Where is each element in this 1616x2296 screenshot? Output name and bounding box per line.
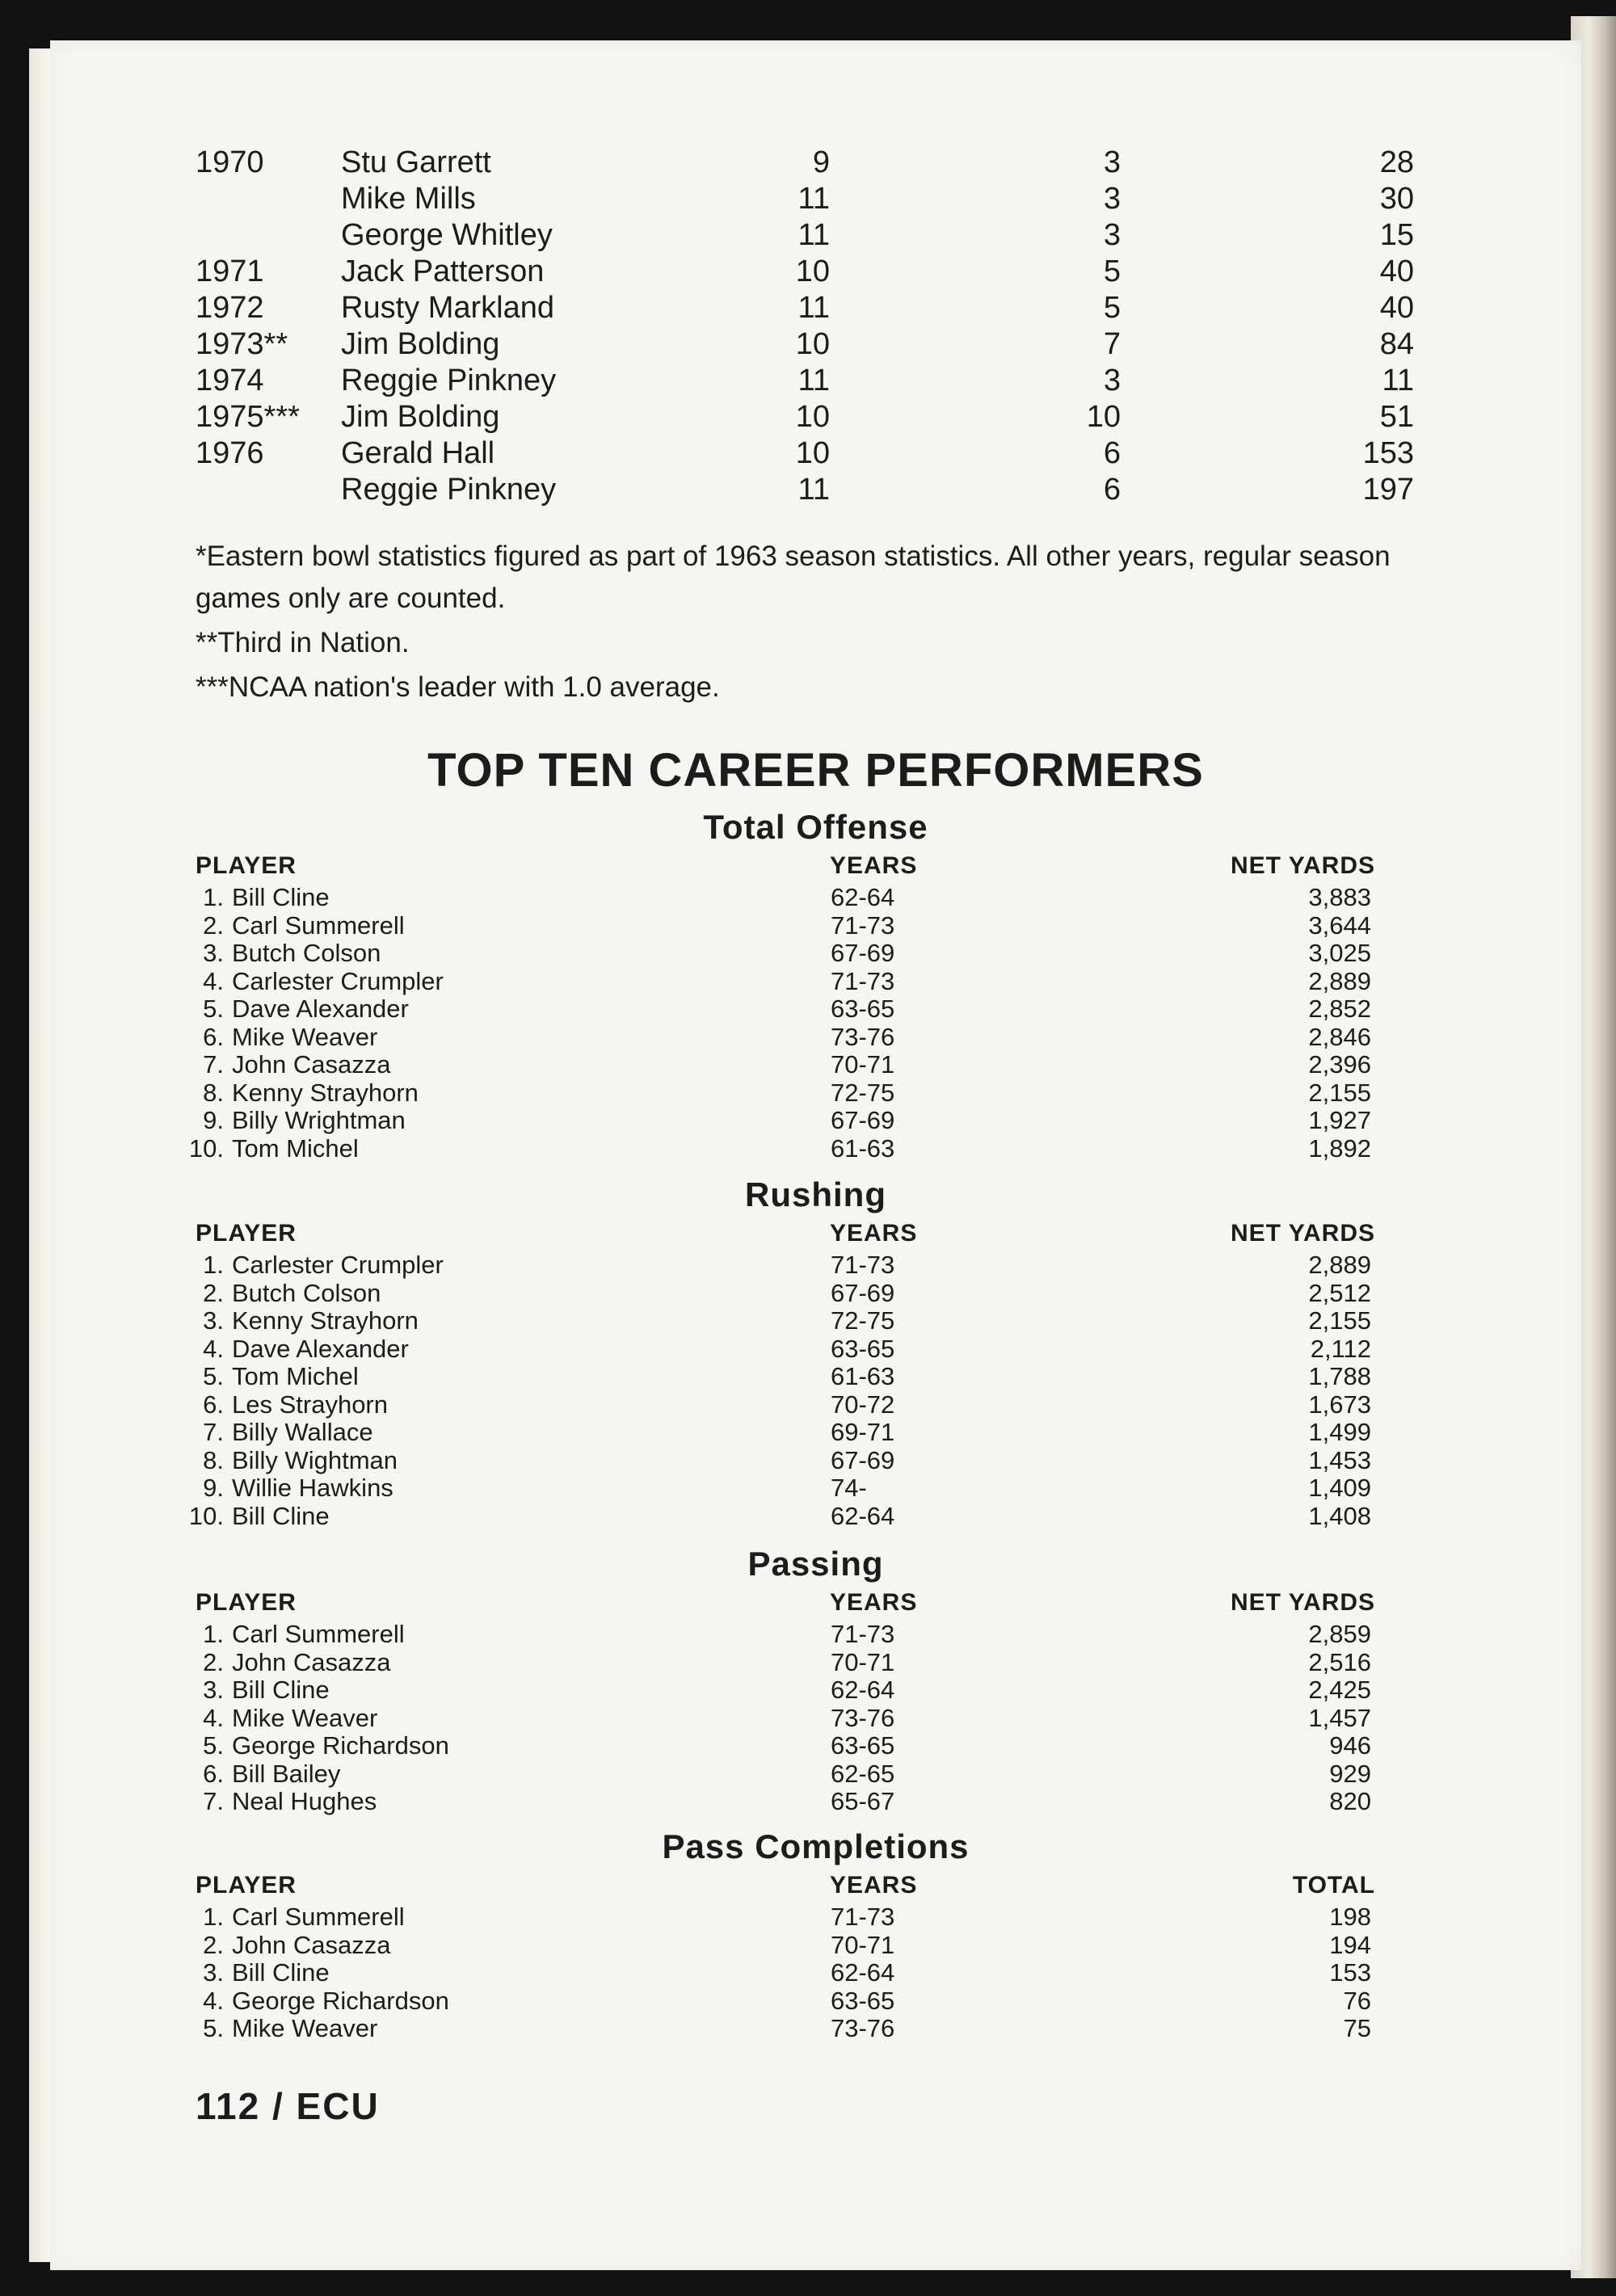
value: 198 (1329, 1903, 1371, 1931)
rank: 8. (203, 1445, 224, 1474)
value: 2,425 (1308, 1676, 1371, 1704)
value: 2,852 (1308, 995, 1371, 1023)
section-title: Pass Completions (662, 1827, 970, 1865)
table-row (50, 1931, 1581, 1958)
player-name: Dave Alexander (232, 1334, 409, 1363)
table-row (50, 1251, 1581, 1278)
table-row (50, 1134, 1581, 1162)
player-name: George Richardson (232, 1986, 449, 2015)
season-year: 1971 (196, 254, 264, 288)
years: 71-73 (831, 1251, 895, 1279)
rank: 1. (203, 1251, 224, 1279)
stat-col-3: 40 (1379, 254, 1414, 288)
years: 72-75 (831, 1306, 895, 1335)
column-header-player: PLAYER (196, 1589, 297, 1616)
player-name: Les Strayhorn (232, 1390, 388, 1419)
table-row (50, 1390, 1581, 1418)
table-row (50, 1620, 1581, 1647)
stat-col-1: 10 (795, 327, 830, 361)
stat-col-3: 40 (1379, 291, 1414, 325)
years: 62-65 (831, 1759, 895, 1788)
rank: 6. (203, 1022, 224, 1051)
rank: 6. (203, 1759, 224, 1788)
player-name: Reggie Pinkney (341, 473, 557, 507)
player-name: George Whitley (341, 218, 553, 252)
player-name: Billy Wightman (232, 1445, 398, 1474)
rank: 3. (203, 1306, 224, 1335)
column-header-years: YEARS (830, 852, 918, 879)
value: 1,409 (1308, 1474, 1371, 1502)
table-row (50, 1362, 1581, 1390)
stat-col-2: 6 (1103, 436, 1121, 470)
column-header-years: YEARS (830, 1872, 918, 1899)
stat-col-1: 9 (812, 145, 830, 179)
rank: 4. (203, 1703, 224, 1732)
player-name: Tom Michel (232, 1362, 359, 1390)
stat-col-3: 11 (1382, 364, 1414, 397)
rank: 2. (203, 1647, 224, 1676)
table-row (50, 1958, 1581, 1986)
season-row (50, 436, 1581, 473)
player-name: George Richardson (232, 1731, 449, 1760)
stat-col-2: 3 (1103, 182, 1121, 216)
value: 1,499 (1308, 1418, 1371, 1446)
rank: 6. (203, 1390, 224, 1419)
player-name: Jack Patterson (341, 254, 545, 288)
column-header-value: TOTAL (1292, 1872, 1375, 1899)
stat-col-3: 51 (1379, 400, 1414, 434)
rank: 3. (203, 1676, 224, 1704)
season-year: 1974 (196, 364, 264, 397)
stat-col-3: 30 (1379, 182, 1414, 216)
player-name: Billy Wrightman (232, 1106, 406, 1134)
value: 946 (1329, 1731, 1371, 1760)
value: 2,889 (1308, 966, 1371, 995)
value: 2,516 (1308, 1647, 1371, 1676)
player-name: Carlester Crumpler (232, 966, 444, 995)
column-header-player: PLAYER (196, 1872, 297, 1899)
table-row (50, 939, 1581, 966)
stat-col-1: 11 (797, 182, 830, 216)
season-year: 1975*** (196, 400, 300, 434)
value: 3,883 (1308, 883, 1371, 911)
stat-col-2: 6 (1103, 473, 1121, 507)
years: 71-73 (831, 910, 895, 940)
rank: 3. (203, 1958, 224, 1987)
rank: 8. (203, 1078, 224, 1107)
years: 70-72 (831, 1390, 895, 1419)
years: 61-63 (831, 1362, 895, 1390)
stat-col-3: 28 (1379, 145, 1414, 179)
rank: 5. (203, 995, 224, 1023)
value: 1,408 (1308, 1501, 1371, 1530)
stat-col-3: 153 (1362, 436, 1414, 470)
table-row (50, 883, 1581, 910)
years: 73-76 (831, 1703, 895, 1732)
player-name: Jim Bolding (341, 400, 500, 434)
player-name: John Casazza (232, 1930, 391, 1959)
table-row (50, 1474, 1581, 1501)
table-row (50, 1050, 1581, 1078)
years: 74- (831, 1474, 867, 1502)
season-row (50, 291, 1581, 327)
years: 67-69 (831, 1106, 895, 1134)
column-header-player: PLAYER (196, 1220, 297, 1247)
value: 2,512 (1308, 1278, 1371, 1307)
table-row (50, 2014, 1581, 2042)
stat-col-1: 11 (797, 473, 830, 507)
stat-col-1: 11 (797, 218, 830, 252)
stat-col-2: 3 (1103, 145, 1121, 179)
season-row (50, 473, 1581, 509)
stat-col-2: 3 (1103, 218, 1121, 252)
rank: 9. (203, 1106, 224, 1134)
years: 62-64 (831, 1958, 895, 1987)
section-title: Passing (747, 1545, 884, 1583)
column-header-player: PLAYER (196, 852, 297, 879)
stat-col-2: 5 (1103, 254, 1121, 288)
stat-col-2: 5 (1103, 291, 1121, 325)
player-name: Carl Summerell (232, 1620, 405, 1648)
season-year: 1976 (196, 436, 264, 470)
rank: 5. (203, 2014, 224, 2042)
season-year: 1970 (196, 145, 264, 179)
player-name: Bill Cline (232, 1958, 330, 1987)
years: 73-76 (831, 2014, 895, 2042)
rank: 3. (203, 939, 224, 967)
rank: 1. (203, 883, 224, 911)
page-title: TOP TEN CAREER PERFORMERS (427, 744, 1204, 797)
value: 3,644 (1308, 910, 1371, 940)
years: 71-73 (831, 1620, 895, 1648)
player-name: Bill Bailey (232, 1759, 341, 1788)
table-row (50, 1787, 1581, 1815)
value: 820 (1329, 1787, 1371, 1815)
rank: 1. (203, 1903, 224, 1931)
value: 153 (1329, 1958, 1371, 1987)
rank: 5. (203, 1731, 224, 1760)
rank: 7. (203, 1787, 224, 1815)
player-name: Mike Weaver (232, 1703, 378, 1732)
footnote-third-in-nation: **Third in Nation. (196, 627, 410, 658)
player-name: Kenny Strayhorn (232, 1078, 419, 1107)
table-row (50, 1335, 1581, 1362)
years: 73-76 (831, 1022, 895, 1051)
table-row (50, 1306, 1581, 1334)
years: 67-69 (831, 939, 895, 967)
season-row (50, 145, 1581, 182)
table-row (50, 1903, 1581, 1930)
table-row (50, 1760, 1581, 1787)
player-name: Tom Michel (232, 1133, 359, 1163)
value: 2,846 (1308, 1022, 1371, 1051)
table-row (50, 1502, 1581, 1529)
value: 2,889 (1308, 1251, 1371, 1279)
years: 70-71 (831, 1050, 895, 1079)
years: 63-65 (831, 1334, 895, 1363)
rank: 2. (203, 910, 224, 940)
rank: 4. (203, 1334, 224, 1363)
value: 1,892 (1308, 1133, 1371, 1163)
table-row (50, 995, 1581, 1022)
season-row (50, 254, 1581, 291)
years: 70-71 (831, 1647, 895, 1676)
player-name: Rusty Markland (341, 291, 554, 325)
column-header-years: YEARS (830, 1589, 918, 1616)
years: 67-69 (831, 1278, 895, 1307)
stat-col-1: 11 (797, 291, 830, 325)
rank: 9. (203, 1474, 224, 1502)
years: 63-65 (831, 995, 895, 1023)
player-name: Bill Cline (232, 1501, 330, 1530)
stat-col-1: 10 (795, 436, 830, 470)
player-name: John Casazza (232, 1647, 391, 1676)
table-row (50, 1079, 1581, 1106)
rank: 2. (203, 1930, 224, 1959)
player-name: Butch Colson (232, 939, 381, 967)
years: 62-64 (831, 1501, 895, 1530)
stat-col-3: 197 (1362, 473, 1414, 507)
stat-col-2: 3 (1103, 364, 1121, 397)
column-header-value: NET YARDS (1230, 1589, 1375, 1616)
player-name: Stu Garrett (341, 145, 491, 179)
column-header-value: NET YARDS (1230, 1220, 1375, 1247)
rank: 4. (203, 1986, 224, 2015)
stat-col-1: 10 (795, 254, 830, 288)
player-name: Jim Bolding (341, 327, 500, 361)
value: 1,927 (1308, 1106, 1371, 1134)
years: 62-64 (831, 1676, 895, 1704)
value: 2,859 (1308, 1620, 1371, 1648)
footnote-eastern-bowl-line2: games only are counted. (196, 582, 506, 614)
book-page (50, 40, 1581, 2270)
value: 2,396 (1308, 1050, 1371, 1079)
player-name: Mike Mills (341, 182, 476, 216)
player-name: Carl Summerell (232, 1903, 405, 1931)
player-name: Bill Cline (232, 1676, 330, 1704)
stat-col-1: 11 (797, 364, 830, 397)
table-row (50, 1704, 1581, 1731)
rank: 5. (203, 1362, 224, 1390)
table-row (50, 1023, 1581, 1050)
player-name: Bill Cline (232, 883, 330, 911)
section-title: Rushing (745, 1175, 886, 1213)
table-row (50, 1731, 1581, 1759)
years: 72-75 (831, 1078, 895, 1107)
years: 67-69 (831, 1445, 895, 1474)
years: 63-65 (831, 1986, 895, 2015)
value: 2,112 (1310, 1334, 1371, 1363)
stat-col-3: 84 (1379, 327, 1414, 361)
years: 69-71 (831, 1418, 895, 1446)
stat-col-2: 10 (1086, 400, 1121, 434)
value: 75 (1343, 2014, 1371, 2042)
years: 62-64 (831, 883, 895, 911)
rank: 2. (203, 1278, 224, 1307)
years: 61-63 (831, 1133, 895, 1163)
season-row (50, 364, 1581, 400)
value: 3,025 (1308, 939, 1371, 967)
stat-col-1: 10 (795, 400, 830, 434)
stat-col-2: 7 (1103, 327, 1121, 361)
player-name: Mike Weaver (232, 1022, 378, 1051)
years: 70-71 (831, 1930, 895, 1959)
page-number: 112 / ECU (196, 2085, 380, 2127)
player-name: Carlester Crumpler (232, 1251, 444, 1279)
table-row (50, 1106, 1581, 1133)
stat-col-3: 15 (1379, 218, 1414, 252)
season-row (50, 218, 1581, 254)
player-name: Dave Alexander (232, 995, 409, 1023)
rank: 4. (203, 966, 224, 995)
value: 1,457 (1308, 1703, 1371, 1732)
rank: 1. (203, 1620, 224, 1648)
player-name: Carl Summerell (232, 910, 405, 940)
value: 194 (1329, 1930, 1371, 1959)
player-name: Mike Weaver (232, 2014, 378, 2042)
years: 71-73 (831, 966, 895, 995)
table-row (50, 967, 1581, 995)
value: 1,788 (1308, 1362, 1371, 1390)
season-year: 1972 (196, 291, 264, 325)
value: 1,673 (1308, 1390, 1371, 1419)
player-name: Willie Hawkins (232, 1474, 393, 1502)
value: 1,453 (1308, 1445, 1371, 1474)
player-name: Kenny Strayhorn (232, 1306, 419, 1335)
rank: 10. (188, 1501, 224, 1530)
season-row (50, 400, 1581, 436)
season-row (50, 182, 1581, 218)
table-row (50, 1987, 1581, 2014)
footnote-ncaa-leader: ***NCAA nation's leader with 1.0 average. (196, 671, 720, 703)
value: 929 (1329, 1759, 1371, 1788)
player-name: John Casazza (232, 1050, 391, 1079)
player-name: Butch Colson (232, 1278, 381, 1307)
years: 71-73 (831, 1903, 895, 1931)
column-header-value: NET YARDS (1230, 852, 1375, 879)
rank: 7. (203, 1050, 224, 1079)
footnote-eastern-bowl-line1: *Eastern bowl statistics figured as part of 1963 season statistics. All other years, regular season (196, 540, 1391, 572)
player-name: Neal Hughes (232, 1787, 377, 1815)
table-row (50, 911, 1581, 939)
season-year: 1973** (196, 327, 288, 361)
season-row (50, 327, 1581, 364)
table-row (50, 1676, 1581, 1703)
table-row (50, 1279, 1581, 1306)
table-row (50, 1446, 1581, 1474)
value: 2,155 (1308, 1306, 1371, 1335)
value: 2,155 (1308, 1078, 1371, 1107)
player-name: Reggie Pinkney (341, 364, 557, 397)
value: 76 (1343, 1986, 1371, 2015)
table-row (50, 1648, 1581, 1676)
years: 65-67 (831, 1787, 895, 1815)
rank: 10. (188, 1133, 224, 1163)
column-header-years: YEARS (830, 1220, 918, 1247)
years: 63-65 (831, 1731, 895, 1760)
table-row (50, 1418, 1581, 1445)
rank: 7. (203, 1418, 224, 1446)
player-name: Billy Wallace (232, 1418, 373, 1446)
section-title: Total Offense (703, 808, 928, 846)
player-name: Gerald Hall (341, 436, 495, 470)
